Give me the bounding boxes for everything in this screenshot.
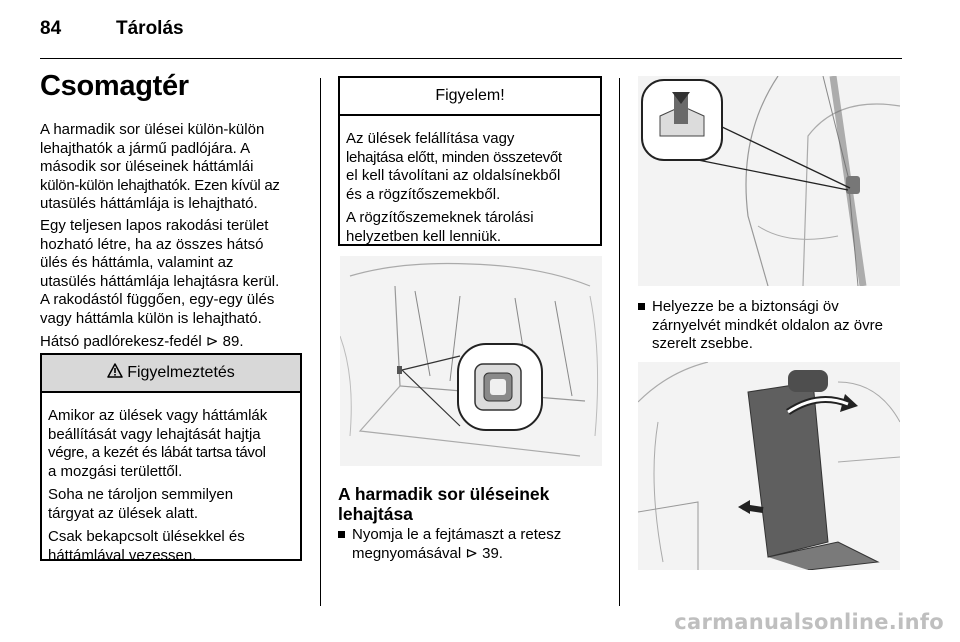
page-header [40, 14, 184, 44]
instruction-bullet: Nyomja le a fejtámaszt a retesz megnyomásával ⊳ 39. [338, 526, 561, 563]
caution-paragraph: A rögzítőszemeknek tárolási helyzetben kell lenniük. [346, 209, 534, 245]
cargo-area-tie-down-illustration [340, 256, 602, 466]
bullet-square [638, 303, 645, 310]
caution-box-title: Figyelem! [340, 78, 600, 116]
warning-paragraph: Amikor az ülések vagy háttámlák beállítását vagy lehajtását hajtja végre, a kezét és lábát tartsa távol a mozgási területtől. [48, 407, 268, 480]
column-divider-right [619, 78, 620, 606]
cross-reference-link[interactable]: megnyomásával ⊳ 39. [352, 544, 503, 562]
header-rule [40, 58, 902, 59]
warning-paragraph: Csak bekapcsolt ülésekkel és háttámlával vezessen. [48, 528, 245, 564]
watermark: carmanualsonline.info [674, 610, 944, 634]
flat-area-paragraph: Egy teljesen lapos rakodási terület hozható létre, ha az összes hátsó ülés és háttámla, valamint az utasülés háttámlája lehajtásra kerül. A rakodástól függően, egy-egy ülés vagy háttámla külön is lehajtható. [40, 217, 280, 327]
instruction-bullet: Helyezze be a biztonsági öv zárnyelvét mindkét oldalon az övre szerelt zsebbe. [638, 298, 883, 354]
warning-box-title: Figyelmeztetés [42, 355, 300, 393]
warning-triangle-icon [107, 363, 123, 383]
cross-reference-link[interactable]: Hátsó padlórekesz-fedél ⊳ 89. [40, 333, 244, 350]
caution-paragraph: Az ülések felállítása vagy lehajtása előtt, minden összetevőt el kell távolítani az oldalsínekből és a rögzítőszemekből. [346, 130, 562, 203]
column-divider-left [320, 78, 321, 606]
page-number: 84 [40, 18, 62, 39]
caution-box [338, 76, 602, 246]
intro-paragraph: A harmadik sor ülései külön-külön lehajthatók a jármű padlójára. A második sor üléseinek háttámlái külön-külön lehajthatók. Ezen kívül az utasülés háttámlája is lehajtható. [40, 121, 280, 212]
section-title: Tárolás [116, 18, 184, 39]
warning-box [40, 353, 302, 564]
seatbelt-tongue-pocket-illustration [638, 76, 900, 286]
subheading: A harmadik sor üléseinek lehajtása [338, 484, 550, 524]
warning-paragraph: Soha ne tároljon semmilyen tárgyat az ülések alatt. [48, 486, 234, 522]
page-title: Csomagtér [40, 70, 189, 102]
third-row-seat-folding-illustration [638, 362, 900, 570]
bullet-square [338, 531, 345, 538]
